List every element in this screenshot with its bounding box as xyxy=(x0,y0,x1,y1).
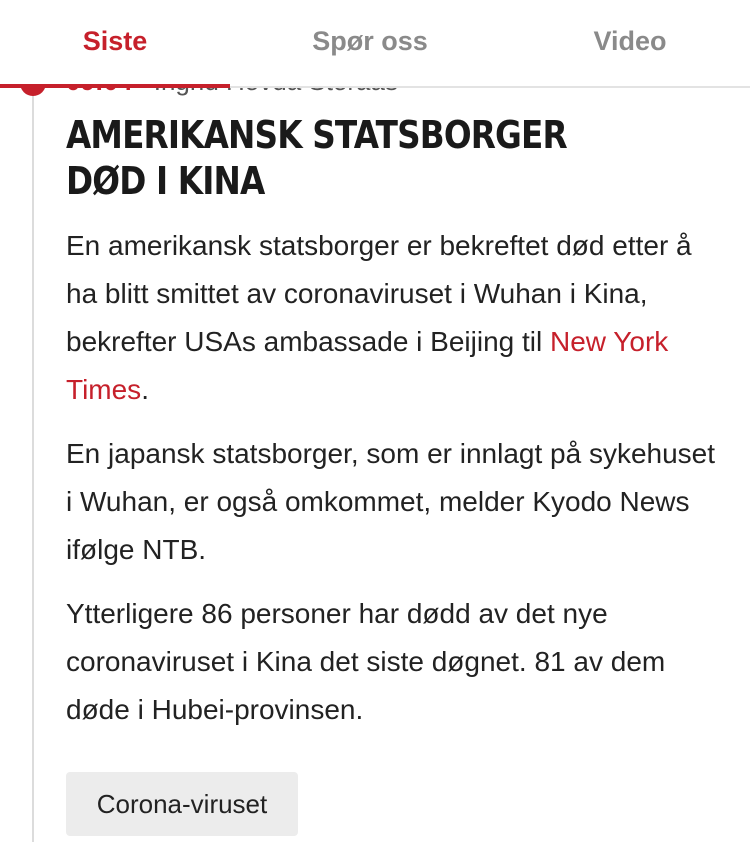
tab-bar xyxy=(0,0,750,88)
active-tab-indicator xyxy=(0,84,230,88)
paragraph-1-end: . xyxy=(141,374,149,405)
tab-siste[interactable]: Siste xyxy=(82,26,148,56)
paragraph-1-text: En amerikansk statsborger er bekreftet død etter å ha blitt smittet av coronaviruset i Wuhan i Kina, bekrefter USAs ambassade i Beijing til xyxy=(66,230,692,357)
post-body xyxy=(66,222,726,750)
paragraph-1 xyxy=(66,222,726,414)
paragraph-2: En japansk statsborger, som er innlagt på sykehuset i Wuhan, er også omkommet, melder Kyodo News ifølge NTB. xyxy=(66,438,716,565)
tab-spor-oss[interactable]: Spør oss xyxy=(312,26,428,56)
timeline-line xyxy=(32,86,34,842)
paragraph-3: Ytterligere 86 personer har dødd av det nye coronaviruset i Kina det siste døgnet. 81 av dem døde i Hubei-provinsen. xyxy=(66,598,666,725)
post-headline: AMERIKANSK STATSBORGER DØD I KINA xyxy=(66,113,567,203)
tag-corona-viruset-button[interactable]: Corona-viruset xyxy=(66,772,298,836)
tab-video[interactable]: Video xyxy=(593,26,667,56)
new-york-times-link[interactable]: New York Times xyxy=(66,326,669,405)
